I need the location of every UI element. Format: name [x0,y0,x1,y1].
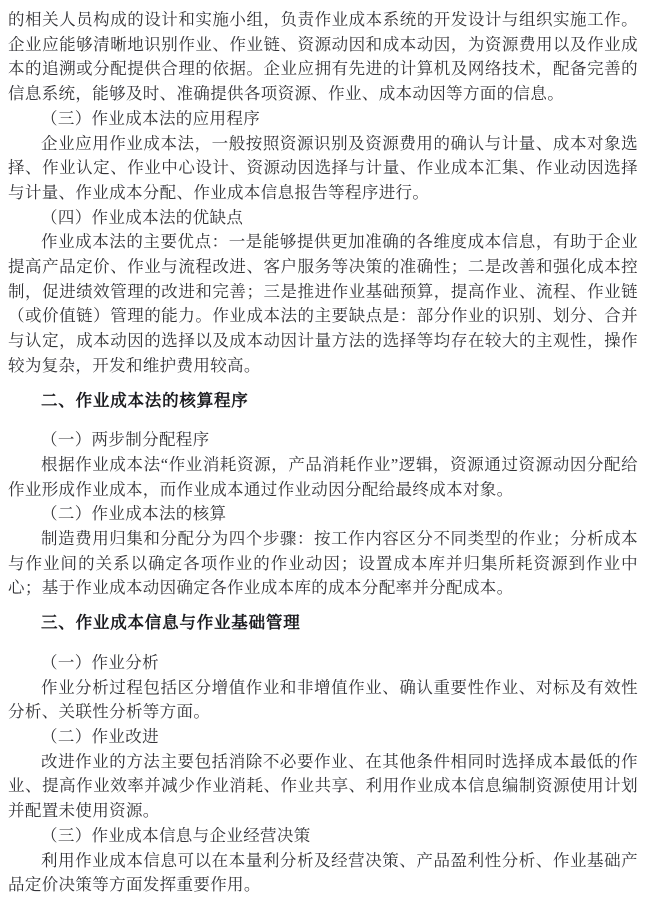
sub-heading: （三）作业成本法的应用程序 [41,108,261,128]
sub-heading: （三）作业成本信息与企业经营决策 [41,825,311,845]
section-heading: 三、作业成本信息与作业基础管理 [41,614,301,633]
sub-heading: （一）作业分析 [41,652,159,672]
sub-heading: （四）作业成本法的优缺点 [41,207,244,227]
sub-heading: （二）作业改进 [41,726,159,746]
paragraph: 作业分析过程包括区分增值作业和非增值作业、确认重要性作业、对标及有效性分析、关联性分析等方面。 [8,677,638,722]
sub-heading: （一）两步制分配程序 [41,430,210,450]
paragraph: 根据作业成本法“作业消耗资源，产品消耗作业”逻辑，资源通过资源动因分配给作业形成作业成本，而作业成本通过作业动因分配给最终成本对象。 [8,454,638,499]
paragraph: 制造费用归集和分配分为四个步骤：按工作内容区分不同类型的作业；分析成本与作业间的关系以确定各项作业的作业动因；设置成本库并归集所耗资源到作业中心；基于作业成本动因确定各作业成本库的成本分配率并分配成本。 [8,529,638,598]
paragraph: 利用作业成本信息可以在本量利分析及经营决策、产品盈利性分析、作业基础产品定价决策等方面发挥重要作用。 [8,850,638,895]
sub-heading: （二）作业成本法的核算 [41,504,227,524]
paragraph-continuation: 的相关人员构成的设计和实施小组，负责作业成本系统的开发设计与组织实施工作。企业应能够清晰地识别作业、作业链、资源动因和成本动因，为资源费用以及作业成本的追溯或分配提供合理的依据。企业应拥有先进的计算机及网络技术，配备完善的信息系统，能够及时、准确提供各项资源、作业、成本动因等方面的信息。 [8,10,638,104]
paragraph: 企业应用作业成本法，一般按照资源识别及资源费用的确认与计量、成本对象选择、作业认定、作业中心设计、资源动因选择与计量、作业成本汇集、作业动因选择与计量、作业成本分配、作业成本信息报告等程序进行。 [8,133,638,202]
section-heading: 二、作业成本法的核算程序 [41,391,249,410]
paragraph: 改进作业的方法主要包括消除不必要作业、在其他条件相同时选择成本最低的作业、提高作业效率并减少作业消耗、作业共享、利用作业成本信息编制资源使用计划并配置未使用资源。 [8,751,638,821]
paragraph: 作业成本法的主要优点：一是能够提供更加准确的各维度成本信息，有助于企业提高产品定价、作业与流程改进、客户服务等决策的准确性；二是改善和强化成本控制，促进绩效管理的改进和完善；三是推进作业基础预算，提高作业、流程、作业链（或价值链）管理的能力。作业成本法的主要缺点是：部分作业的识别、划分、合并与认定，成本动因的选择以及成本动因计量方法的选择等均存在较大的主观性，操作较为复杂，开发和维护费用较高。 [8,232,638,375]
